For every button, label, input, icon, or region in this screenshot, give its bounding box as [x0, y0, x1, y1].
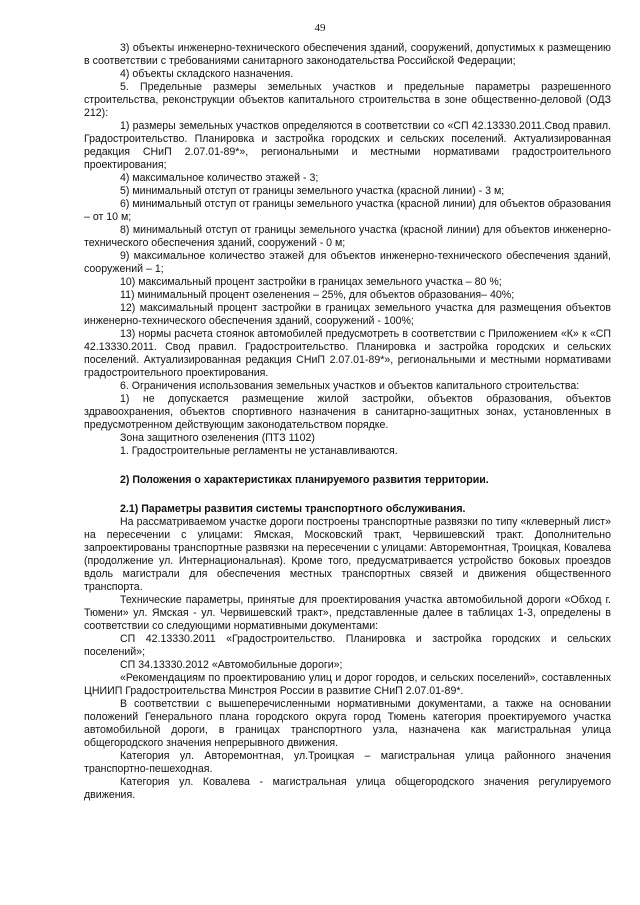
paragraph: На рассматриваемом участке дороги построены транспортные развязки по типу «клеверный лист» на пересечении с улицами: Ямская, Московский тракт, Червишевский тракт. Дополнительно запроектированы транспортные развязки на пересечении с улицами: Авторемонтная, Троицкая, Ковалева (продолжение ул. Интернациональная). Кроме того, предусматривается устройство боковых проездов вдоль магистрали для обеспечения местных транспортных связей и движения общественного транспорта.: [84, 516, 611, 593]
paragraph: В соответствии с вышеперечисленными нормативными документами, а также на основании положений Генерального плана городского округа город Тюмень категория проектируемого участка автомобильной дороги, в границах транспортного узла, назначена как магистральная улица общегородского значения непрерывного движения.: [84, 698, 611, 749]
paragraph: 6. Ограничения использования земельных участков и объектов капитального строительства:: [120, 380, 580, 392]
paragraph: Технические параметры, принятые для проектирования участка автомобильной дороги «Обход г. Тюмени» ул. Ямская - ул. Червишевский тракт», представленные далее в таблицах 1-3, определены в соответствии со следующими нормативными документами:: [84, 594, 611, 632]
paragraph: 3) объекты инженерно-технического обеспечения зданий, сооружений, допустимых к размещению в соответствии с требованиями санитарного законодательства Российской Федерации;: [84, 42, 611, 67]
paragraph: 1) не допускается размещение жилой застройки, объектов образования, объектов здравоохранения, объектов спортивного назначения в санитарно-защитных зонах, установленных в предусмотренном действующим законодательством порядке.: [84, 393, 611, 431]
paragraph: 5. Предельные размеры земельных участков и предельные параметры разрешенного строительства, реконструкции объектов капитального строительства в зоне общественно-деловой (ОДЗ 212):: [84, 81, 611, 119]
paragraph: 13) нормы расчета стоянок автомобилей предусмотреть в соответствии с Приложением «К» к «СП 42.13330.2011. Свод правил. Градостроительство. Планировка и застройка городских и сельских поселений. Актуализированная редакция СНиП 2.07.01-89*», региональными и местными нормативами градостроительного проектирования.: [84, 328, 611, 379]
paragraph: 1. Градостроительные регламенты не устанавливаются.: [120, 445, 398, 457]
page-number: 49: [314, 22, 326, 34]
paragraph: СП 34.13330.2012 «Автомобильные дороги»;: [120, 659, 343, 671]
paragraph: 10) максимальный процент застройки в границах земельного участка – 80 %;: [120, 276, 502, 288]
paragraph: «Рекомендациям по проектированию улиц и дорог городов, и сельских поселений», составленных ЦНИИП Градостроительства Минстроя России в развитие СНиП 2.07.01-89*.: [84, 672, 611, 697]
paragraph: 5) минимальный отступ от границы земельного участка (красной линии) - 3 м;: [120, 185, 505, 197]
paragraph: 4) объекты складского назначения.: [120, 68, 294, 80]
paragraph: Категория ул. Авторемонтная, ул.Троицкая – магистральная улица районного значения транспортно-пешеходная.: [84, 750, 611, 775]
paragraph: 4) максимальное количество этажей - 3;: [120, 172, 319, 184]
section-heading: 2) Положения о характеристиках планируемого развития территории.: [120, 474, 489, 486]
paragraph: 12) максимальный процент застройки в границах земельного участка для размещения объектов инженерно-технического обеспечения зданий, сооружений - 100%;: [84, 302, 611, 327]
paragraph: Категория ул. Ковалева - магистральная улица общегородского значения регулируемого движения.: [84, 776, 611, 801]
subsection-heading: 2.1) Параметры развития системы транспортного обслуживания.: [120, 503, 466, 515]
paragraph: Зона защитного озеленения (ПТЗ 1102): [120, 432, 315, 444]
paragraph: 8) минимальный отступ от границы земельного участка (красной линии) для объектов инженерно-технического обеспечения зданий, сооружений - 0 м;: [84, 224, 611, 249]
paragraph: 9) максимальное количество этажей для объектов инженерно-технического обеспечения зданий, сооружений – 1;: [84, 250, 611, 275]
page-body: [84, 42, 611, 802]
paragraph: СП 42.13330.2011 «Градостроительство. Планировка и застройка городских и сельских поселений»;: [84, 633, 611, 658]
paragraph: 6) минимальный отступ от границы земельного участка (красной линии) для объектов образования – от 10 м;: [84, 198, 611, 223]
paragraph: 1) размеры земельных участков определяются в соответствии со «СП 42.13330.2011.Свод правил. Градостроительство. Планировка и застройка городских и сельских поселений. Актуализированная редакция СНиП 2.07.01-89*», региональными и местными нормативами градостроительного проектирования;: [84, 120, 611, 171]
paragraph: 11) минимальный процент озеленения – 25%, для объектов образования– 40%;: [120, 289, 515, 301]
